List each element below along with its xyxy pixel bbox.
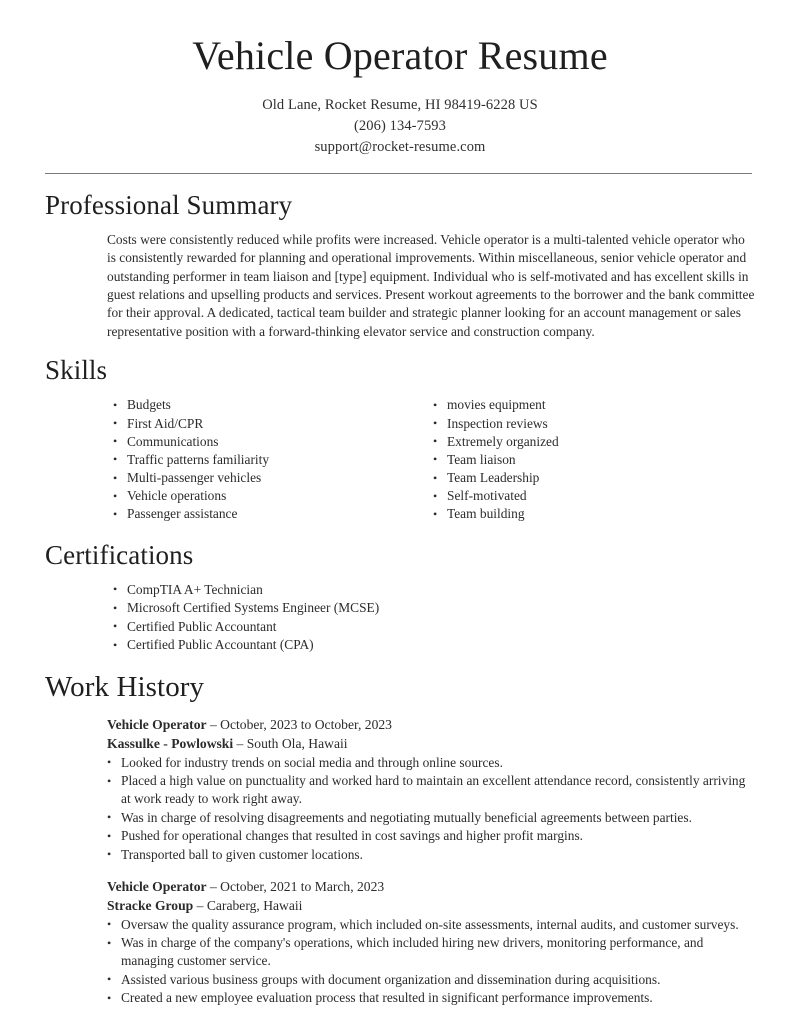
skills-list-left [113, 396, 433, 523]
page-title: Vehicle Operator Resume [192, 33, 608, 78]
job-company-separator: – [193, 898, 207, 914]
list-item: • Inspection reviews [433, 415, 753, 433]
list-item: • Communications [113, 433, 433, 451]
skills-columns [45, 396, 755, 523]
job-title-separator: – [206, 878, 221, 894]
list-item: • Team building [433, 505, 753, 523]
section-heading-summary: Professional Summary [45, 189, 293, 220]
resume-header [45, 0, 755, 158]
list-item: • Assisted various business groups with document organization and dissemination during acquisitions. [107, 971, 755, 989]
work-history-entry [107, 877, 755, 1008]
job-title-line [107, 877, 755, 897]
list-item: • Vehicle operations [113, 487, 433, 505]
list-item: • Oversaw the quality assurance program, which included on-site assessments, internal audits, and customer surveys. [107, 916, 755, 934]
job-company-line [107, 734, 755, 754]
list-item: • First Aid/CPR [113, 415, 433, 433]
certifications-list [113, 581, 755, 655]
job-title-separator: – [206, 716, 221, 732]
job-company: Stracke Group [107, 898, 194, 914]
certifications-body [45, 581, 755, 655]
job-company-separator: – [233, 736, 247, 752]
list-item: • Created a new employee evaluation process that resulted in significant performance improvements. [107, 989, 755, 1007]
job-title: Vehicle Operator [107, 878, 207, 894]
list-item: • Placed a high value on punctuality and worked hard to maintain an excellent attendance record, consistently arriving at work ready to work right away. [107, 772, 755, 808]
list-item: • Certified Public Accountant [113, 618, 755, 636]
contact-address: Old Lane, Rocket Resume, HI 98419-6228 US [262, 96, 538, 113]
summary-text: Costs were consistently reduced while profits were increased. Vehicle operator is a multi-talented vehicle operator who is consistently rewarded for planning and operational improvements. Within miscellaneous, senior vehicle operator and outstanding performer in team liaison and [type] equipment. Individual who is self-motivated and has excellent skills in guest relations and upselling products and services. Present workout agreements to the borrower and the bank committee for their approval. A dedicated, tactical team builder and strategic planner looking for an account management or sales representative position with a forward-thinking elevator service and construction company. [107, 231, 755, 339]
summary-body [45, 231, 755, 341]
skills-column-right [433, 396, 753, 523]
skills-column-left [113, 396, 433, 523]
contact-email: support@rocket-resume.com [314, 138, 486, 155]
list-item: • Traffic patterns familiarity [113, 451, 433, 469]
section-heading-skills: Skills [45, 355, 108, 386]
section-certifications [45, 540, 755, 655]
job-title: Vehicle Operator [107, 716, 207, 732]
list-item: • Passenger assistance [113, 505, 433, 523]
skills-list-right [433, 396, 753, 523]
list-item: • Microsoft Certified Systems Engineer (MCSE) [113, 599, 755, 617]
section-professional-summary [45, 190, 755, 341]
work-history-entry [107, 715, 755, 864]
job-title-line [107, 715, 755, 735]
list-item: • Was in charge of the company's operations, which included hiring new drivers, monitoring performance, and managing customer service. [107, 934, 755, 970]
list-item: • Was in charge of resolving disagreements and negotiating mutually beneficial agreements between parties. [107, 809, 755, 827]
header-divider [45, 173, 752, 174]
work-history-list [45, 715, 755, 1008]
job-dates: October, 2021 to March, 2023 [220, 878, 385, 894]
job-bullets-list [107, 754, 755, 864]
job-location: Caraberg, Hawaii [206, 898, 303, 914]
list-item: • Pushed for operational changes that resulted in cost savings and higher profit margins. [107, 827, 755, 845]
list-item: • Budgets [113, 396, 433, 414]
list-item: • Extremely organized [433, 433, 753, 451]
contact-phone: (206) 134-7593 [353, 117, 446, 134]
job-company-line [107, 896, 755, 916]
list-item: • Team Leadership [433, 469, 753, 487]
job-bullets-list [107, 916, 755, 1008]
list-item: • movies equipment [433, 396, 753, 414]
list-item: • Certified Public Accountant (CPA) [113, 636, 755, 654]
job-company: Kassulke - Powlowski [107, 736, 234, 752]
section-work-history [45, 671, 755, 1007]
job-dates: October, 2023 to October, 2023 [220, 716, 392, 732]
list-item: • CompTIA A+ Technician [113, 581, 755, 599]
list-item: • Self-motivated [433, 487, 753, 505]
job-location: South Ola, Hawaii [246, 736, 348, 752]
list-item: • Team liaison [433, 451, 753, 469]
list-item: • Looked for industry trends on social media and through online sources. [107, 754, 755, 772]
section-heading-work-history: Work History [45, 671, 205, 704]
list-item: • Multi-passenger vehicles [113, 469, 433, 487]
list-item: • Transported ball to given customer locations. [107, 846, 755, 864]
section-skills [45, 355, 755, 523]
section-heading-certifications: Certifications [45, 539, 194, 570]
